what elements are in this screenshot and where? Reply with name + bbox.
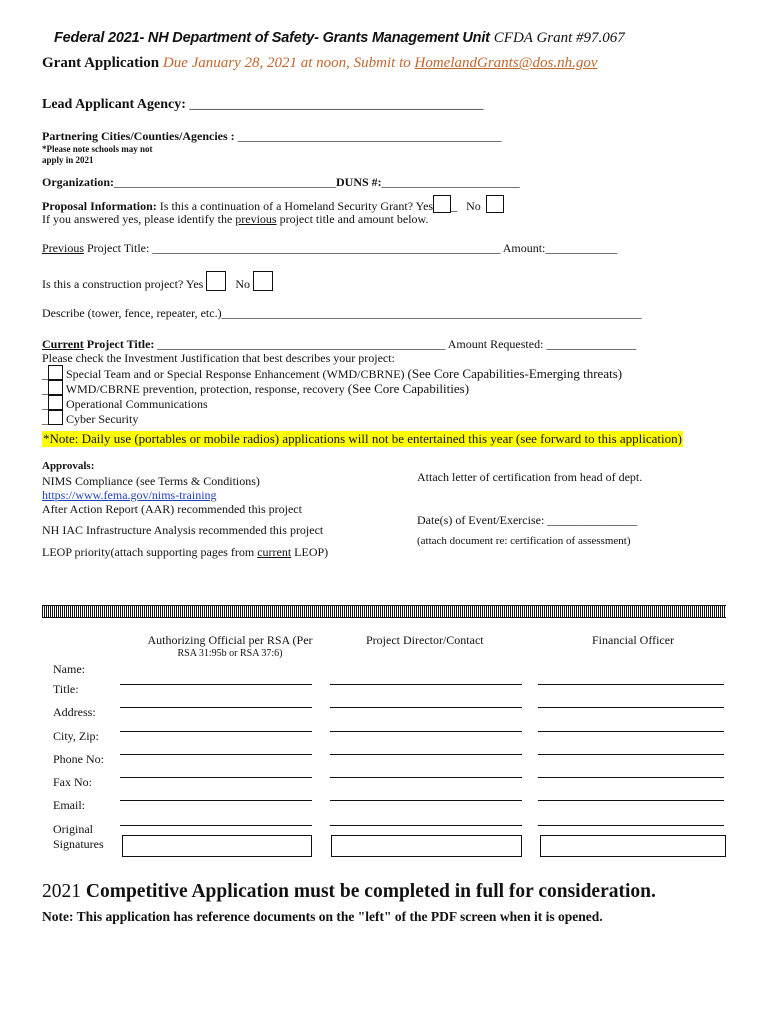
previous-project-title-label: Project Title: [87, 241, 150, 255]
nims-training-link[interactable]: https://www.fema.gov/nims-training [42, 488, 217, 502]
event-dates-field[interactable]: _______________ [547, 513, 638, 527]
event-dates-row [417, 513, 637, 528]
name-field-authorizing[interactable] [120, 684, 312, 685]
leop-current: current [257, 545, 292, 559]
attach-document-text: (attach document re: certification of assessment) [417, 535, 631, 547]
followup-text-b: project title and amount below. [279, 212, 429, 226]
row-label-email: Email: [53, 798, 85, 812]
organization-field[interactable]: _____________________________________ [114, 175, 336, 189]
amount-requested-field[interactable]: _______________ [546, 337, 637, 351]
previous-label-underlined: Previous [42, 241, 84, 255]
row-label-phone: Phone No: [53, 752, 104, 766]
option-1-checkbox[interactable] [48, 365, 63, 380]
investment-instruction: Please check the Investment Justification that best describes your project: [42, 351, 395, 365]
continuation-question: Is this a continuation of a Homeland Security Grant? [159, 199, 414, 213]
previous-project-row [42, 241, 617, 256]
current-project-title-field[interactable]: ________________________________________________ [157, 337, 446, 351]
col-header-authorizing [130, 633, 330, 659]
investment-option-2: _ WMD/CBRNE prevention, protection, response, recovery (See Core Capabilities) [42, 381, 470, 396]
footer-heading [42, 881, 656, 903]
address-field-financial[interactable] [538, 731, 724, 732]
fax-field-authorizing[interactable] [120, 800, 312, 801]
city-field-financial[interactable] [538, 754, 724, 755]
event-dates-label: Date(s) of Event/Exercise: [417, 513, 545, 527]
title-field-financial[interactable] [538, 707, 724, 708]
section-divider [42, 605, 726, 618]
investment-option-4: _ Cyber Security [42, 412, 139, 426]
describe-row [42, 306, 642, 321]
authorizing-official-label: Authorizing Official per RSA (Per [147, 633, 313, 647]
amount-requested-label: Amount Requested: [447, 337, 544, 351]
address-field-authorizing[interactable] [120, 731, 312, 732]
continuation-yes-checkbox[interactable] [433, 195, 451, 213]
describe-field[interactable]: ______________________________________________________________________ [221, 306, 642, 320]
aar-text: After Action Report (AAR) recommended this project [42, 502, 302, 516]
continuation-no-label: No [466, 199, 481, 213]
proposal-label: Proposal Information: [42, 199, 157, 213]
current-project-row [42, 337, 636, 352]
organization-row [42, 175, 520, 190]
title-field-authorizing[interactable] [120, 707, 312, 708]
option-2-extra: (See Core Capabilities) [347, 381, 470, 396]
row-label-address: Address: [53, 705, 96, 719]
previous-amount-field[interactable]: ____________ [545, 241, 618, 255]
email-field-director[interactable] [330, 825, 522, 826]
footer-year-b: 21 [61, 881, 81, 902]
due-date-text: Due January 28, 2021 at noon, Submit to [162, 55, 411, 71]
city-field-director[interactable] [330, 754, 522, 755]
cfda-number: CFDA Grant #97.067 [493, 30, 625, 46]
option-3-label: Operational Communications [66, 397, 208, 411]
col-header-financial: Financial Officer [592, 633, 675, 647]
investment-option-3: _ Operational Communications [42, 397, 208, 411]
investment-option-1: _ Special Team and or Special Response Enhancement (WMD/CBRNE) (See Core Capabilities-Emerging threats) [42, 366, 623, 381]
iac-text: NH IAC Infrastructure Analysis recommended this project [42, 523, 324, 537]
email-field-authorizing[interactable] [120, 825, 312, 826]
duns-label: DUNS #: [336, 175, 382, 189]
row-label-city-zip: City, Zip: [53, 729, 99, 743]
phone-field-authorizing[interactable] [120, 777, 312, 778]
footer-heading-text: Competitive Application must be completed in full for consideration. [85, 881, 656, 902]
header-title: Federal 2021- NH Department of Safety- Grants Management Unit [54, 30, 490, 46]
address-field-director[interactable] [330, 731, 522, 732]
current-project-title-label: Project Title: [86, 337, 155, 351]
construction-no-checkbox[interactable] [253, 271, 273, 291]
row-label-title: Title: [53, 682, 79, 696]
signature-box-director[interactable] [331, 835, 522, 857]
previous-project-title-field[interactable]: __________________________________________________________ [152, 241, 501, 255]
footer-year-a: 20 [42, 881, 62, 902]
signature-box-financial[interactable] [540, 835, 726, 857]
continuation-no-checkbox[interactable] [486, 195, 504, 213]
partnering-row [42, 129, 502, 144]
partnering-field[interactable]: ____________________________________________ [237, 129, 502, 143]
authorizing-rsa-label: RSA 31:95b or RSA 37:6) [177, 648, 283, 659]
grant-application-line [42, 55, 597, 72]
describe-label: Describe (tower, fence, repeater, etc.) [42, 306, 222, 320]
followup-instruction [42, 212, 428, 227]
phone-field-director[interactable] [330, 777, 522, 778]
leop-text-a: LEOP priority(attach supporting pages from [42, 545, 255, 559]
daily-use-note: *Note: Daily use (portables or mobile radios) applications will not be entertained this year (see forward to this application) [43, 431, 682, 446]
organization-label: Organization: [42, 175, 114, 189]
schools-note-2: apply in 2021 [42, 155, 94, 165]
row-label-fax: Fax No: [53, 775, 92, 789]
construction-yes-checkbox[interactable] [206, 271, 226, 291]
followup-previous: previous [235, 212, 277, 226]
title-field-director[interactable] [330, 707, 522, 708]
option-2-checkbox[interactable] [48, 380, 63, 395]
row-label-name: Name: [53, 662, 85, 676]
partnering-label: Partnering Cities/Counties/Agencies : [42, 129, 235, 143]
nims-compliance: NIMS Compliance (see Terms & Conditions) [42, 474, 260, 488]
fax-field-director[interactable] [330, 800, 522, 801]
option-2-label: WMD/CBRNE prevention, protection, response, recovery [65, 382, 345, 396]
attach-letter-text: Attach letter of certification from head of dept. [417, 470, 643, 484]
lead-applicant-row [42, 97, 483, 113]
construction-question: Is this a construction project? [42, 277, 184, 291]
schools-note-1: *Please note schools may not [42, 144, 153, 154]
name-field-financial[interactable] [538, 684, 724, 685]
city-field-authorizing[interactable] [120, 754, 312, 755]
lead-applicant-label: Lead Applicant Agency: [42, 97, 186, 112]
proposal-row: Proposal Information: Is this a continuation of a Homeland Security Grant? Yes _ No [42, 195, 504, 214]
footer-note: Note: This application has reference documents on the "left" of the PDF screen when it is opened. [42, 909, 603, 924]
option-1-label: Special Team and or Special Response Enhancement (WMD/CBRNE) [66, 367, 405, 381]
duns-field[interactable]: _______________________ [381, 175, 520, 189]
row-label-signatures: Signatures [53, 837, 104, 851]
col-header-director: Project Director/Contact [366, 633, 484, 647]
approvals-heading: Approvals: [42, 460, 95, 472]
email-field-financial[interactable] [538, 825, 724, 826]
leop-text-b: LEOP) [294, 545, 329, 559]
continuation-yes-label: Yes [415, 199, 434, 213]
construction-no-label: No [235, 277, 250, 291]
option-1-extra: (See Core Capabilities-Emerging threats) [407, 366, 623, 381]
fax-field-financial[interactable] [538, 800, 724, 801]
construction-row [42, 271, 273, 292]
option-3-checkbox[interactable] [48, 395, 63, 410]
document-header [54, 29, 625, 47]
phone-field-financial[interactable] [538, 777, 724, 778]
previous-amount-label: Amount: [502, 241, 546, 255]
option-4-label: Cyber Security [66, 412, 139, 426]
lead-applicant-field[interactable]: __________________________________________ [189, 97, 484, 112]
submission-email-link[interactable]: HomelandGrants@dos.nh.gov [414, 55, 598, 71]
signature-box-authorizing[interactable] [122, 835, 312, 857]
current-label-underlined: Current [42, 337, 84, 351]
option-4-checkbox[interactable] [48, 410, 63, 425]
name-field-director[interactable] [330, 684, 522, 685]
followup-text-a: If you answered yes, please identify the [42, 212, 233, 226]
row-label-original: Original [53, 822, 93, 836]
construction-yes-label: Yes [185, 277, 204, 291]
application-label: Grant Application [42, 55, 160, 71]
leop-text [42, 545, 328, 560]
